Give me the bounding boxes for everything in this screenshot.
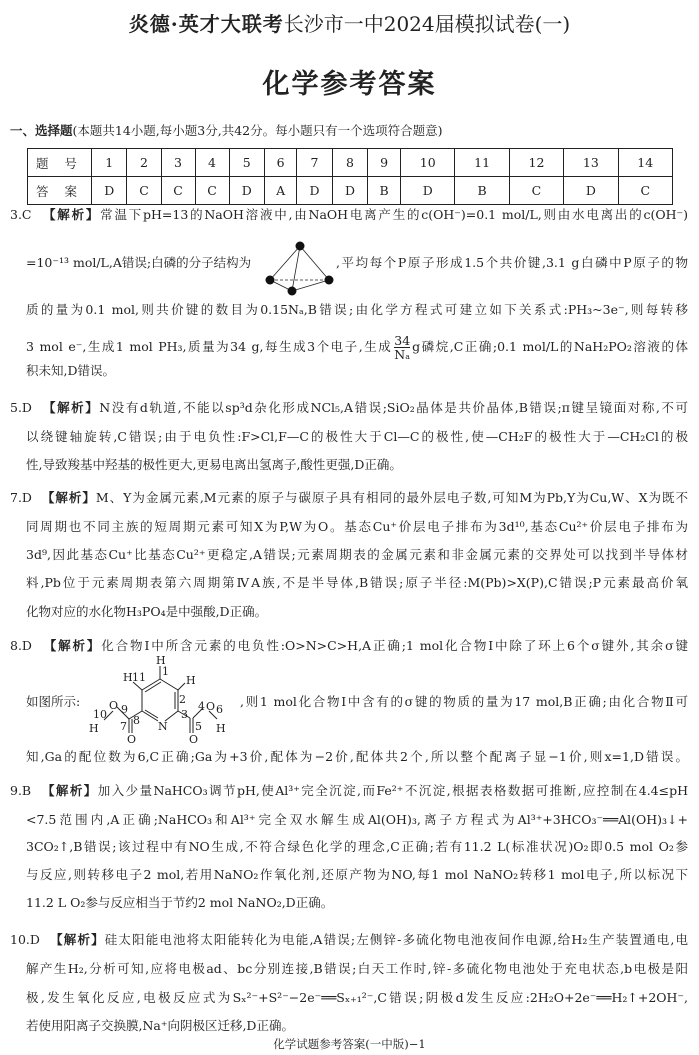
answer-cell: C [618,177,672,205]
q10-line-1 [10,931,688,949]
question-number-cell: 12 [509,149,563,177]
question-number: 10.D [10,932,40,947]
question-number-cell: 4 [195,149,229,177]
atom-label: H [123,671,133,684]
fraction-denominator: Nₐ [394,347,411,362]
exam-name: 长沙市一中2024届模拟试卷(一) [283,12,571,36]
atom-label: O [206,700,216,713]
question-number: 3.C [10,207,32,222]
q8-line-2b: ,则1 mol化合物Ⅰ中含有的σ键的物质的量为17 mol,B正确;由化合物Ⅱ可 [240,694,688,709]
atom-label: H [186,674,196,687]
question-number-cell: 1 [92,149,127,177]
question-number-cell: 10 [401,149,455,177]
q7-line-5: 化物对应的水化物H₃PO₄是中强酸,D正确。 [26,604,268,619]
text: 加入少量NaHCO₃调节pH,使Al³⁺完全沉淀,而Fe²⁺不沉淀,根据表格数据可推断,应控制在4.4≤pH [97,783,689,798]
q9-line-4: 与反应,则转移电子2 mol,若用NaNO₂作氧化剂,还原产物为NO,每1 mol NaNO₂转移1 mol电子,所以标况下 [26,867,688,882]
atom-label: O [109,699,119,712]
answer-table [27,148,673,205]
question-number-cell: 9 [368,149,401,177]
question-number-cell: 2 [127,149,161,177]
atom-label: H [156,655,166,667]
bond-number: 7 [120,720,127,733]
section-title: 一、选择题 [10,123,73,138]
exam-header [0,8,699,37]
answer-cell: A [265,177,297,205]
table-row-numbers [28,149,673,177]
page-title: 化学参考答案 [262,69,437,100]
question-number-cell: 5 [229,149,264,177]
atom-label: N [158,720,168,733]
question-number: 8.D [10,638,32,653]
q3-line-3: 质的量为0.1 mol,则共价键的数目为0.15Nₐ,B错误;由化学方程式可建立如下关系式:PH₃~3e⁻,则每转移 [26,302,688,317]
q9-line-2: <7.5范围内,A正确;NaHCO₃和Al³⁺完全双水解生成Al(OH)₃,离子方程式为Al³⁺+3HCO₃⁻══Al(OH)₃↓+ [26,812,688,827]
section-heading [10,121,442,139]
bond-number: 5 [195,720,202,733]
q10-line-2: 解产生H₂,分析可知,应将电极ad、bc分别连接,B错误;白天工作时,锌-多硫化物电池处于充电状态,b电极是阳 [26,961,688,976]
q5-line-2: 以绕键轴旋转,C错误;由于电负性:F>Cl,F—C的极性大于Cl—C的极性,使—CH₂F的极性大于—CH₂Cl的极 [26,429,688,444]
q9-line-5: 11.2 L O₂参与反应相当于节约2 mol NaNO₂,D正确。 [26,895,334,910]
text: 化合物Ⅰ中所含元素的电负性:O>N>C>H,A正确;1 mol化合物Ⅰ中除了环上6个σ键外,其余σ键 [101,638,688,653]
q8-line-3: 知,Ga的配位数为6,C正确;Ga为+3价,配体为−2价,配体共2个,所以整个配离子显−1价,则x=1,D错误。 [26,749,688,764]
brand-name: 炎德·英才大联考 [128,12,284,36]
question-number-cell: 11 [455,149,509,177]
q7-line-2: 同周期也不同主族的短周期元素可知X为P,W为O。基态Cu⁺价层电子排布为3d¹⁰,基态Cu²⁺价层电子排布为 [26,519,688,534]
question-number: 5.D [10,400,32,415]
bond-number: 10 [93,708,107,721]
q9-line-3: 3CO₂↑,B错误;该过程中有NO生成,不符合绿色化学的理念,C正确;若有11.2 L(标准状况)O₂即0.5 mol O₂参 [26,839,688,854]
bond-number: 8 [133,714,140,727]
bond-number: 3 [181,708,188,721]
q5-line-1 [10,399,688,417]
text: g磷烷,C正确;0.1 mol/L的NaH₂PO₂溶液的体 [412,339,688,354]
analysis-label: 【解析】 [50,932,105,947]
compound-structure-diagram [85,655,260,743]
atom-label: H [89,722,99,735]
answer-cell: C [161,177,195,205]
answer-cell: B [455,177,509,205]
analysis-label: 【解析】 [43,400,100,415]
fraction-numerator: 34 [394,333,411,348]
q3-line-5: 积未知,D错误。 [26,363,115,378]
q3-line-1 [10,206,688,224]
row-label: 答 案 [28,177,92,205]
q3-line-2b: ,平均每个P原子形成1.5个共价键,3.1 g白磷中P原子的物 [336,255,688,270]
analysis-label: 【解析】 [41,490,96,505]
answer-cell: C [127,177,161,205]
question-number-cell: 6 [265,149,297,177]
fraction [394,334,410,361]
analysis-label: 【解析】 [41,783,98,798]
answer-cell: D [564,177,618,205]
page-footer: 化学试题参考答案(一中版)−1 [273,1037,426,1051]
analysis-label: 【解析】 [43,207,101,222]
answer-cell: B [368,177,401,205]
q7-line-1 [10,489,688,507]
atom-label: O [189,733,199,743]
text: 3 mol e⁻,生成1 mol PH₃,质量为34 g,每生成3个电子,生成 [26,339,393,354]
white-phosphorus-tetrahedron [262,240,336,296]
q3-line-4 [26,334,688,361]
atom-label: H [216,722,226,735]
section-note: (本题共14小题,每小题3分,共42分。每小题只有一个选项符合题意) [72,123,443,138]
question-number-cell: 7 [297,149,332,177]
answer-cell: D [401,177,455,205]
q10-line-4: 若使用阳离子交换膜,Na⁺向阴极区迁移,D正确。 [26,1018,294,1033]
answer-cell: C [195,177,229,205]
question-number-cell: 13 [564,149,618,177]
answer-cell: D [92,177,127,205]
q7-line-4: 料,Pb位于元素周期表第六周期第ⅣA族,不是半导体,B错误;原子半径:M(Pb)>X(P),C错误;P元素最高价氧 [26,575,688,590]
text: M、Y为金属元素,M元素的原子与碳原子具有相同的最外层电子数,可知M为Pb,Y为Cu,W、X为既不 [95,490,688,505]
text: 常温下pH=13的NaOH溶液中,由NaOH电离产生的c(OH⁻)=0.1 mol/L,则由水电离出的c(OH⁻) [100,207,688,222]
bond-number: 1 [162,665,169,678]
bond-number: 6 [216,703,223,716]
table-row-answers [28,177,673,205]
question-number: 7.D [10,490,32,505]
question-number-cell: 14 [618,149,672,177]
q9-line-1 [10,782,688,800]
bond-number: 4 [198,700,205,713]
row-label: 题 号 [28,149,92,177]
question-number-cell: 3 [161,149,195,177]
bond-number: 2 [179,693,186,706]
answer-cell: D [297,177,332,205]
text: N没有d轨道,不能以sp³d杂化形成NCl₅,A错误;SiO₂晶体是共价晶体,B错误;π键呈镜面对称,不可 [99,400,688,415]
q8-line-2a: 如图所示: [26,694,81,709]
q3-line-2a: =10⁻¹³ mol/L,A错误;白磷的分子结构为 [26,255,252,270]
q5-line-3: 性,导致羧基中羟基的极性更大,更易电离出氢离子,酸性更强,D正确。 [26,457,402,472]
q10-line-3: 极,发生氧化反应,电极反应式为Sₓ²⁻+S²⁻−2e⁻══Sₓ₊₁²⁻,C错误;阴极d发生反应:2H₂O+2e⁻══H₂↑+2OH⁻, [26,990,688,1005]
q8-line-1 [10,637,688,655]
analysis-label: 【解析】 [43,638,102,653]
q7-line-3: 3d⁹,因此基态Cu⁺比基态Cu²⁺更稳定,A错误;元素周期表的金属元素和非金属元素的交界处可以找到半导体材 [26,547,688,562]
question-number: 9.B [10,783,32,798]
question-number-cell: 8 [332,149,367,177]
bond-number: 9 [121,703,128,716]
atom-label: O [127,733,137,743]
answer-cell: D [229,177,264,205]
answer-cell: C [509,177,563,205]
answer-cell: D [332,177,367,205]
text: 硅太阳能电池将太阳能转化为电能,A错误;左侧锌-多硫化物电池夜间作电源,给H₂生产装置通电,电 [104,932,688,947]
bond-number: 11 [132,671,146,684]
